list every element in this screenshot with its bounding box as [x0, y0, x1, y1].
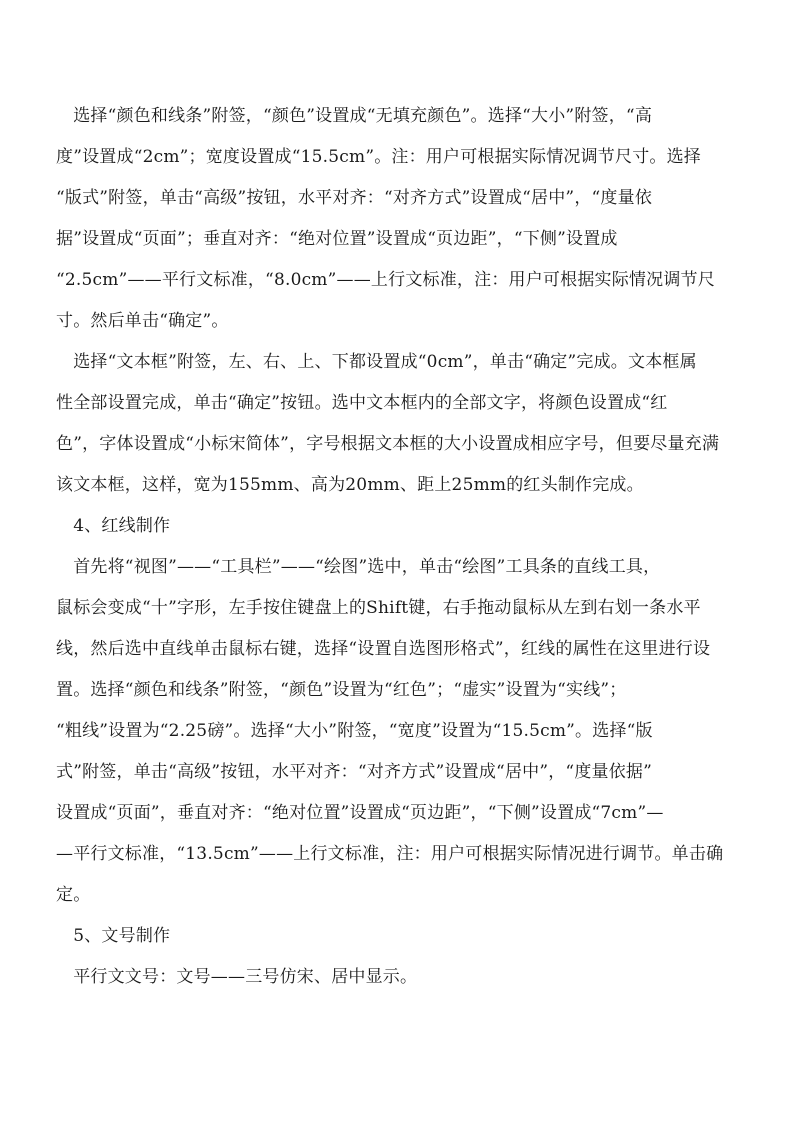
line-gap [56, 254, 742, 266]
text-line: “版式”附签，单击“高级”按钮，水平对齐：“对齐方式”设置成“居中”，“度量依 [56, 188, 653, 208]
line-gap [56, 828, 742, 840]
line-gap [56, 664, 742, 676]
section-heading: 5、文号制作 [56, 926, 171, 946]
text-line: 选择“颜色和线条”附签，“颜色”设置成“无填充颜色”。选择“大小”附签，“高 [56, 106, 653, 126]
line-gap [56, 418, 742, 430]
text-line: 该文本框，这样，宽为155mm、高为20mm、距上25mm的红头制作完成。 [56, 475, 644, 495]
line-gap [56, 295, 742, 307]
text-line: 式”附签，单击“高级”按钮，水平对齐：“对齐方式”设置成“居中”，“度量依据” [56, 762, 653, 782]
line-gap [56, 541, 742, 553]
text-line: 置。选择“颜色和线条”附签，“颜色”设置为“红色”；“虚实”设置为“实线”； [56, 680, 627, 700]
text-line: 选择“文本框”附签，左、右、上、下都设置成“0cm”，单击“确定”完成。文本框属 [56, 352, 697, 372]
text-line: 色”，字体设置成“小标宋简体”，字号根据文本框的大小设置成相应字号，但要尽量充满 [56, 434, 720, 454]
line-gap [56, 746, 742, 758]
line-gap [56, 213, 742, 225]
text-line: 首先将“视图”——“工具栏”——“绘图”选中，单击“绘图”工具条的直线工具， [56, 557, 661, 577]
text-line: 据”设置成“页面”；垂直对齐：“绝对位置”设置成“页边距”，“下侧”设置成 [56, 229, 618, 249]
text-line: —平行文标准，“13.5cm”——上行文标准，注：用户可根据实际情况进行调节。单击确 [56, 844, 724, 864]
line-gap [56, 910, 742, 922]
text-line: 定。 [56, 885, 91, 905]
line-gap [56, 951, 742, 963]
text-line: 寸。然后单击“确定”。 [56, 311, 229, 331]
line-gap [56, 500, 742, 512]
line-gap [56, 377, 742, 389]
line-gap [56, 131, 742, 143]
text-line: 鼠标会变成“十”字形，左手按住键盘上的Shift键，右手拖动鼠标从左到右划一条水平 [56, 598, 701, 618]
section-heading: 4、红线制作 [56, 516, 171, 536]
line-gap [56, 582, 742, 594]
text-line: “2.5cm”——平行文标准，“8.0cm”——上行文标准，注：用户可根据实际情况调节尺 [56, 270, 715, 290]
line-gap [56, 787, 742, 799]
line-gap [56, 705, 742, 717]
line-gap [56, 869, 742, 881]
line-gap [56, 336, 742, 348]
text-line: 度”设置成“2cm”；宽度设置成“15.5cm”。注：用户可根据实际情况调节尺寸。选择 [56, 147, 702, 167]
document-body [56, 102, 742, 992]
line-gap [56, 623, 742, 635]
line-gap [56, 172, 742, 184]
text-line: 性全部设置完成，单击“确定”按钮。选中文本框内的全部文字，将颜色设置成“红 [56, 393, 668, 413]
text-line: 平行文文号：文号——三号仿宋、居中显示。 [56, 967, 418, 987]
text-line: “粗线”设置为“2.25磅”。选择“大小”附签，“宽度”设置为“15.5cm”。选择“版 [56, 721, 653, 741]
text-line: 线，然后选中直线单击鼠标右键，选择“设置自选图形格式”，红线的属性在这里进行设 [56, 639, 711, 659]
text-line: 设置成“页面”，垂直对齐：“绝对位置”设置成“页边距”，“下侧”设置成“7cm”— [56, 803, 664, 823]
line-gap [56, 459, 742, 471]
